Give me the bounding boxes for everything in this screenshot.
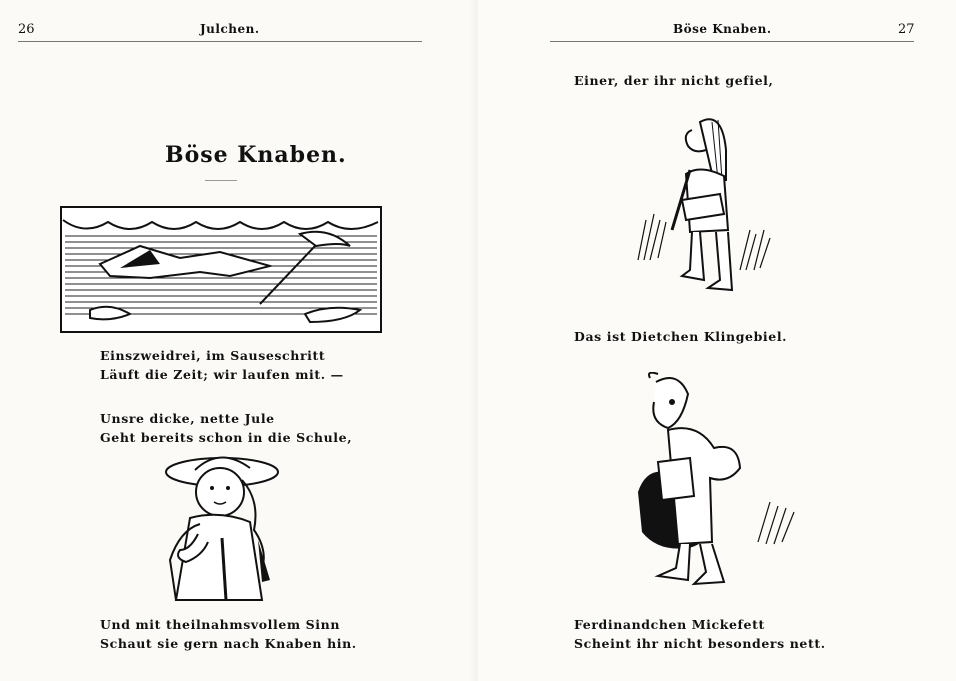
left-page-number: 26 xyxy=(18,22,35,37)
left-header-rule xyxy=(18,41,422,42)
right-line-1: Einer, der ihr nicht gefiel, xyxy=(574,73,774,88)
stanza-1-line-2: Läuft die Zeit; wir laufen mit. — xyxy=(100,367,344,382)
stanza-3-line-1: Und mit theilnahmsvollem Sinn xyxy=(100,617,341,632)
right-page xyxy=(478,0,956,681)
right-header-rule xyxy=(550,41,914,42)
flying-time-illustration xyxy=(60,206,382,333)
stanza-2 xyxy=(100,409,352,447)
right-line-2: Das ist Dietchen Klingebiel. xyxy=(574,329,788,344)
jule-illustration xyxy=(150,450,310,610)
right-stanza-end-line-1: Ferdinandchen Mickefett xyxy=(574,617,765,632)
left-running-head: Julchen. xyxy=(200,22,260,36)
dietchen-illustration xyxy=(628,110,778,310)
stanza-1 xyxy=(100,346,344,384)
right-stanza-end-line-2: Scheint ihr nicht besonders nett. xyxy=(574,636,826,651)
stanza-1-line-1: Einszweidrei, im Sauseschritt xyxy=(100,348,326,363)
stanza-3-line-2: Schaut sie gern nach Knaben hin. xyxy=(100,636,357,651)
right-running-head: Böse Knaben. xyxy=(673,22,772,36)
stanza-3 xyxy=(100,615,357,653)
ferdinandchen-illustration xyxy=(628,372,803,592)
right-stanza-end xyxy=(574,615,826,653)
title-ornament-rule xyxy=(205,180,237,181)
chapter-title: Böse Knaben. xyxy=(165,142,347,168)
stanza-2-line-1: Unsre dicke, nette Jule xyxy=(100,411,275,426)
stanza-2-line-2: Geht bereits schon in die Schule, xyxy=(100,430,353,445)
right-page-number: 27 xyxy=(898,22,915,37)
